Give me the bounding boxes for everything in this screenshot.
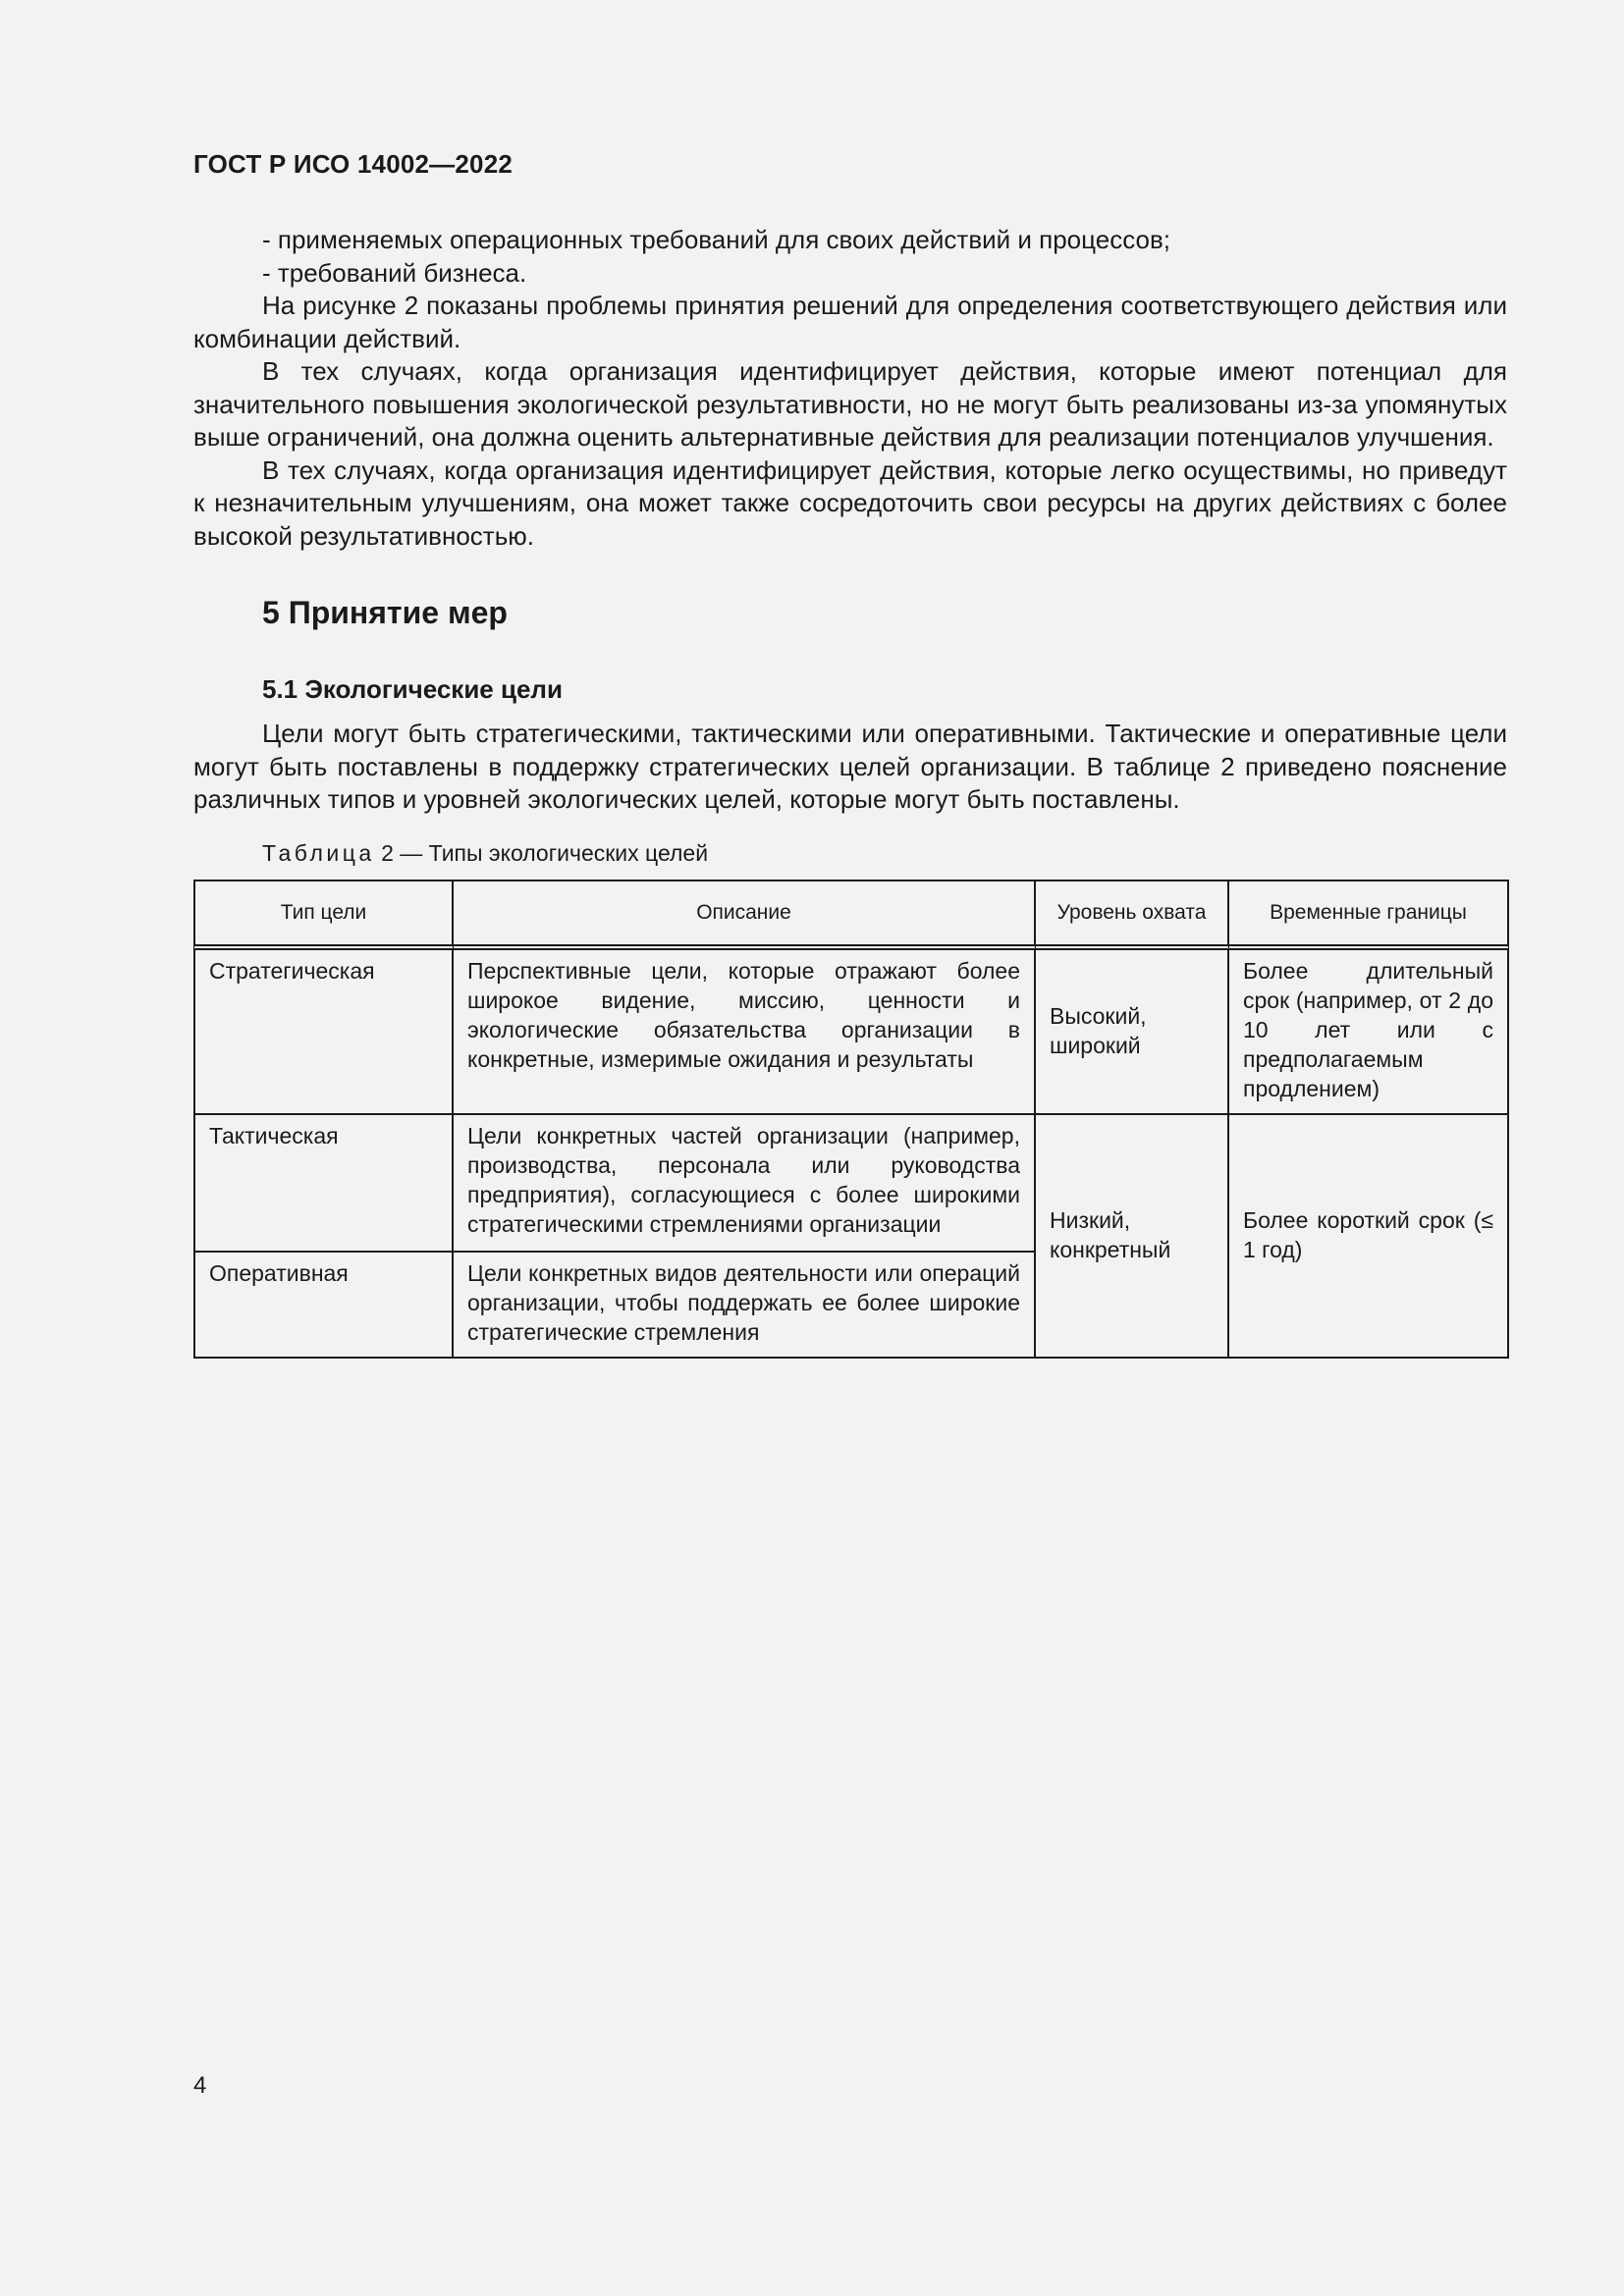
cell-timeframe: Более длительный срок (например, от 2 до 10 лет или с предполагаемым продлением) xyxy=(1229,950,1509,1115)
document-body xyxy=(193,224,1507,1359)
cell-description: Цели конкретных частей организации (например, производства, персонала или руководства предприятия), согласующиеся с более широкими стратегическими стремлениями организации xyxy=(454,1115,1036,1253)
cell-description: Цели конкретных видов деятельности или операций организации, чтобы поддержать ее более широкие стратегические стремления xyxy=(454,1253,1036,1359)
table-header-row xyxy=(193,880,1509,950)
paragraph: В тех случаях, когда организация идентифицирует действия, которые имеют потенциал для значительного повышения экологической результативности, но не могут быть реализованы из-за упомянутых выше ограничений, она должна оценить альтернативные действия для реализации потенциалов улучшения. xyxy=(193,356,1507,452)
list-item: - требований бизнеса. xyxy=(262,257,527,288)
paragraph: На рисунке 2 показаны проблемы принятия решений для определения соответствующего действия или комбинации действий. xyxy=(193,291,1507,353)
subsection-heading: 5.1 Экологические цели xyxy=(262,674,563,704)
header-description: Описание xyxy=(454,880,1036,950)
table-caption-label: Таблица xyxy=(262,839,375,866)
cell-level: Низкий, конкретный xyxy=(1036,1115,1229,1359)
section-heading: 5 Принятие мер xyxy=(262,595,508,630)
list-item: - применяемых операционных требований для своих действий и процессов; xyxy=(262,225,1170,254)
cell-level: Высокий, широкий xyxy=(1036,950,1229,1115)
table-caption xyxy=(193,838,1507,868)
table-row xyxy=(193,1115,1509,1253)
header-level: Уровень охвата xyxy=(1036,880,1229,950)
paragraph: Цели могут быть стратегическими, тактическими или оперативными. Тактические и оперативные цели могут быть поставлены в поддержку стратегических целей организации. В таблице 2 приведено пояснение различных типов и уровней экологических целей, которые могут быть поставлены. xyxy=(193,719,1507,814)
cell-type: Стратегическая xyxy=(193,950,454,1115)
header-timeframe: Временные границы xyxy=(1229,880,1509,950)
goals-table xyxy=(193,880,1509,1359)
table-row xyxy=(193,950,1509,1115)
header-type: Тип цели xyxy=(193,880,454,950)
cell-type: Оперативная xyxy=(193,1253,454,1359)
document-header: ГОСТ Р ИСО 14002—2022 xyxy=(193,149,514,179)
table-caption-text: 2 — Типы экологических целей xyxy=(374,839,709,866)
page-number: 4 xyxy=(193,2072,207,2099)
cell-description: Перспективные цели, которые отражают более широкое видение, миссию, ценности и экологические обязательства организации в конкретные, измеримые ожидания и результаты xyxy=(454,950,1036,1115)
cell-type: Тактическая xyxy=(193,1115,454,1253)
paragraph: В тех случаях, когда организация идентифицирует действия, которые легко осуществимы, но приведут к незначительным улучшениям, она может также сосредоточить свои ресурсы на других действиях с более высокой результативностью. xyxy=(193,454,1507,551)
cell-timeframe: Более короткий срок (≤ 1 год) xyxy=(1229,1115,1509,1359)
